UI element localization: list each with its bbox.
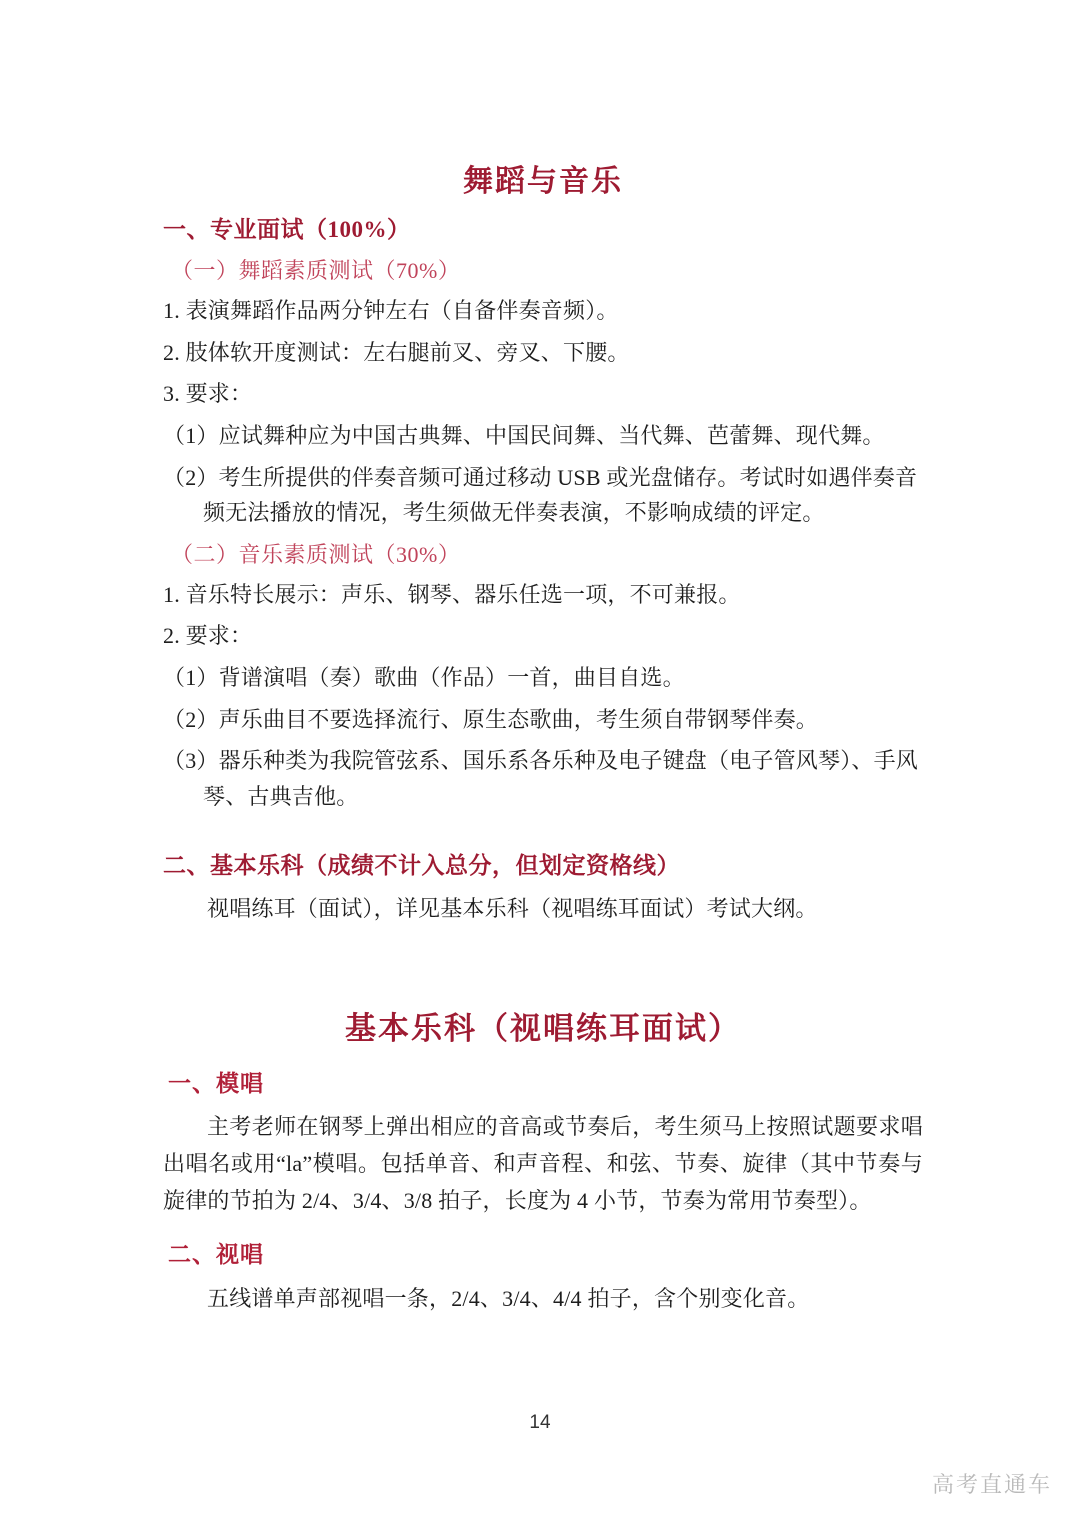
list-item: （2）声乐曲目不要选择流行、原生态歌曲，考生须自带钢琴伴奏。 bbox=[163, 706, 819, 732]
list-item: （3）器乐种类为我院管弦系、国乐系各乐种及电子键盘（电子管风琴）、手风琴、古典吉他。 bbox=[163, 748, 919, 809]
list-item: 2. 要求： bbox=[163, 623, 253, 649]
list-item: 2. 肢体软开度测试：左右腿前叉、旁叉、下腰。 bbox=[163, 339, 630, 365]
paragraph-imitation-singing-body: 主考老师在钢琴上弹出相应的音高或节奏后，考生须马上按照试题要求唱出唱名或用“la”模唱。包括单音、和声音程、和弦、节奏、旋律（其中节奏与旋律的节拍为 2/4、3/4、3/8 拍子，长度为 4 小节，节奏为常用节奏型）。 bbox=[163, 1114, 923, 1214]
heading-imitation-singing: 一、模唱 bbox=[168, 1070, 264, 1096]
page-title-dance-and-music: 舞蹈与音乐 bbox=[463, 165, 623, 198]
heading-basic-music-theory: 二、基本乐科（成绩不计入总分，但划定资格线） bbox=[163, 852, 680, 878]
heading-professional-interview: 一、专业面试（100%） bbox=[163, 216, 411, 242]
paragraph-basic-music-theory-body: 视唱练耳（面试），详见基本乐科（视唱练耳面试）考试大纲。 bbox=[207, 896, 818, 921]
page-number: 14 bbox=[529, 1412, 551, 1433]
list-item: （1）背谱演唱（奏）歌曲（作品）一首，曲目自选。 bbox=[163, 665, 685, 690]
list-item: 1. 音乐特长展示：声乐、钢琴、器乐任选一项，不可兼报。 bbox=[163, 581, 741, 607]
heading-sight-singing: 二、视唱 bbox=[168, 1242, 264, 1268]
list-item: （1）应试舞种应为中国古典舞、中国民间舞、当代舞、芭蕾舞、现代舞。 bbox=[163, 422, 885, 448]
list-item: 3. 要求： bbox=[163, 381, 253, 407]
watermark: 高考直通车 bbox=[931, 1472, 1052, 1497]
page-title-basic-music-theory: 基本乐科（视唱练耳面试） bbox=[345, 1010, 741, 1046]
paragraph-sight-singing-body: 五线谱单声部视唱一条，2/4、3/4、4/4 拍子，含个别变化音。 bbox=[207, 1285, 810, 1311]
list-item: 1. 表演舞蹈作品两分钟左右（自备伴奏音频）。 bbox=[163, 298, 619, 323]
list-item: （2）考生所提供的伴奏音频可通过移动 USB 或光盘储存。考试时如遇伴奏音频无法播放的情况，考生须做无伴奏表演，不影响成绩的评定。 bbox=[163, 464, 918, 526]
page-content bbox=[163, 0, 923, 1318]
heading-music-quality-test: （二）音乐素质测试（30%） bbox=[171, 541, 461, 567]
heading-dance-quality-test: （一）舞蹈素质测试（70%） bbox=[171, 258, 461, 283]
